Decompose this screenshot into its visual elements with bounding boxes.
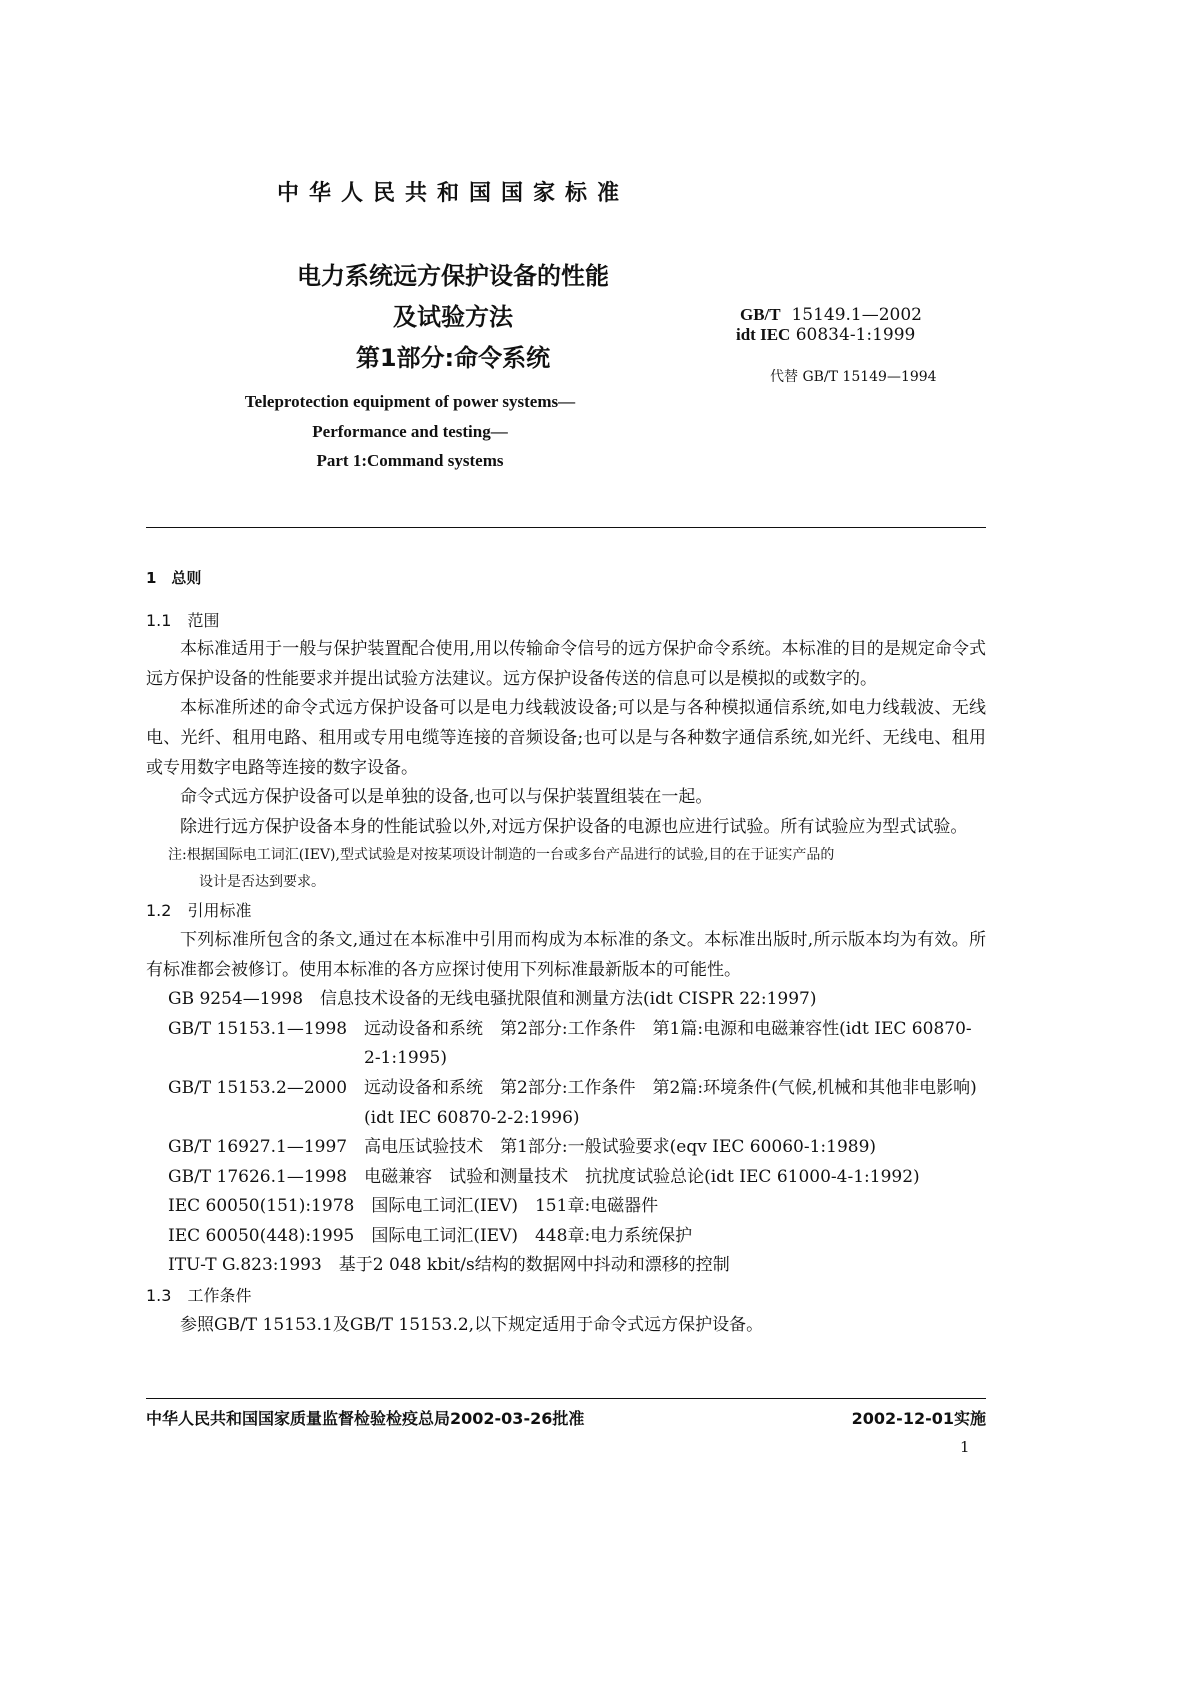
reference-item [146, 1133, 986, 1163]
title-line-2: 及试验方法 [393, 303, 513, 331]
reference-item [146, 1074, 986, 1133]
reference-item [146, 1192, 986, 1222]
section-1-2-heading: 1.2 引用标准 [146, 901, 252, 921]
reference-item [146, 1015, 986, 1074]
reference-item [146, 985, 986, 1015]
title-line-1: 电力系统远方保护设备的性能 [297, 262, 609, 290]
title-line-3: 第1部分:命令系统 [355, 344, 551, 372]
reference-title: 远动设备和系统 第2部分:工作条件 第2篇:环境条件(气候,机械和其他非电影响)(idt IEC 60870-2-2:1996) [364, 1077, 977, 1128]
section-1-3-heading: 1.3 工作条件 [146, 1286, 252, 1306]
section-1-heading: 1 总则 [146, 569, 202, 587]
english-title-2: Performance and testing— [312, 422, 508, 441]
reference-code: GB/T 16927.1—1997 [168, 1137, 365, 1158]
paragraph: 除进行远方保护设备本身的性能试验以外,对远方保护设备的电源也应进行试验。所有试验应为型式试验。 [180, 816, 968, 837]
english-title-1: Teleprotection equipment of power systems— [244, 392, 576, 411]
note [146, 842, 986, 896]
reference-title: 国际电工词汇(IEV) 448章:电力系统保护 [371, 1225, 693, 1246]
top-divider [146, 527, 986, 528]
reference-title: 基于2 048 kbit/s结构的数据网中抖动和漂移的控制 [338, 1255, 730, 1276]
approval-statement: 中华人民共和国国家质量监督检验检疫总局2002-03-26批准 [146, 1409, 585, 1428]
reference-title: 远动设备和系统 第2部分:工作条件 第1篇:电源和电磁兼容性(idt IEC 60870-2-1:1995) [364, 1018, 972, 1069]
reference-item [146, 1163, 986, 1193]
idt-code [736, 325, 915, 345]
reference-code: GB/T 15153.1—1998 [168, 1018, 348, 1039]
document-body [146, 560, 986, 1340]
note-line-1: 注:根据国际电工词汇(IEV),型式试验是对按某项设计制造的一台或多台产品进行的试验,目的在于证实产品的 [168, 847, 835, 864]
reference-title: 信息技术设备的无线电骚扰限值和测量方法(idt CISPR 22:1997) [320, 989, 817, 1010]
idt-number: 60834-1:1999 [795, 325, 916, 345]
idt-prefix: idt IEC [736, 325, 791, 344]
paragraph: 本标准所述的命令式远方保护设备可以是电力线载波设备;可以是与各种模拟通信系统,如电力线载波、无线电、光纤、租用电路、租用或专用电缆等连接的音频设备;也可以是与各种数字通信系统,如光纤、无线电、租用或专用数字电路等连接的数字设备。 [146, 698, 986, 778]
english-title-3: Part 1:Command systems [316, 451, 504, 470]
replaces-note: 代替 GB/T 15149—1994 [770, 369, 937, 385]
footer-divider [146, 1398, 986, 1399]
reference-code: GB/T 17626.1—1998 [168, 1166, 365, 1187]
effective-date: 2002-12-01实施 [851, 1409, 986, 1428]
reference-title: 电磁兼容 试验和测量技术 抗扰度试验总论(idt IEC 61000-4-1:1992) [364, 1166, 920, 1187]
paragraph: 参照GB/T 15153.1及GB/T 15153.2,以下规定适用于命令式远方保护设备。 [180, 1314, 764, 1335]
reference-code: GB 9254—1998 [168, 989, 321, 1010]
issuing-body-heading: 中华人民共和国国家标准 [276, 181, 629, 206]
standard-code [740, 305, 922, 325]
paragraph: 下列标准所包含的条文,通过在本标准中引用而构成为本标准的条文。本标准出版时,所示版本均为有效。所有标准都会被修订。使用本标准的各方应探讨使用下列标准最新版本的可能性。 [146, 929, 986, 980]
footer [146, 1406, 986, 1429]
code-prefix: GB/T [740, 305, 781, 324]
reference-item [146, 1251, 986, 1281]
reference-title: 国际电工词汇(IEV) 151章:电磁器件 [371, 1196, 659, 1217]
reference-code: GB/T 15153.2—2000 [168, 1077, 348, 1098]
note-line-2: 设计是否达到要求。 [199, 874, 325, 891]
reference-list [146, 985, 986, 1281]
reference-title: 高电压试验技术 第1部分:一般试验要求(eqv IEC 60060-1:1989) [364, 1137, 877, 1158]
section-1-1-heading: 1.1 范围 [146, 610, 220, 630]
paragraph: 命令式远方保护设备可以是单独的设备,也可以与保护装置组装在一起。 [180, 787, 713, 808]
code-number: 15149.1—2002 [791, 305, 923, 325]
paragraph: 本标准适用于一般与保护装置配合使用,用以传输命令信号的远方保护命令系统。本标准的目的是规定命令式远方保护设备的性能要求并提出试验方法建议。远方保护设备传送的信息可以是模拟的或数字的。 [146, 639, 986, 689]
reference-code: IEC 60050(448):1995 [168, 1225, 372, 1246]
reference-item [146, 1222, 986, 1252]
reference-code: ITU-T G.823:1993 [168, 1255, 339, 1276]
page-number: 1 [960, 1438, 970, 1456]
reference-code: IEC 60050(151):1978 [168, 1196, 372, 1217]
